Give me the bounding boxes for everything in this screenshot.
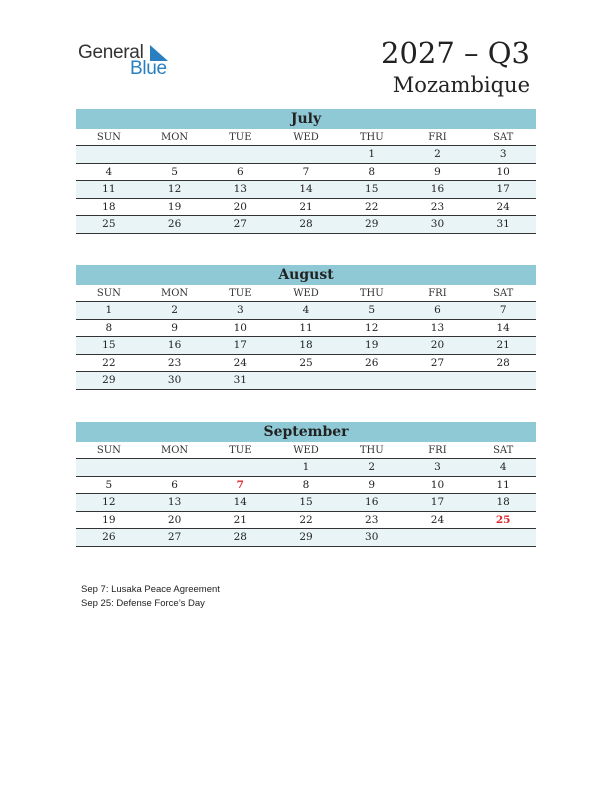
date-cell: 13 [233, 183, 247, 195]
weekday-label: SAT [493, 445, 514, 456]
date-cell: 30 [430, 218, 445, 230]
week-row [76, 477, 536, 495]
date-cell: 5 [368, 304, 376, 316]
date-cell: 6 [236, 165, 244, 178]
date-cell: 19 [102, 513, 116, 526]
date-cell: 25 [102, 218, 116, 230]
date-cell: 8 [368, 165, 376, 178]
date-cell: 27 [430, 356, 445, 369]
weekday-label: FRI [428, 132, 447, 143]
month-title: September [76, 422, 536, 442]
weekday-row [76, 129, 536, 146]
date-cell: 9 [171, 321, 178, 334]
date-cell [76, 146, 142, 163]
weekday-label: WED [293, 288, 319, 299]
date-cell: 1 [302, 461, 310, 473]
week-row [76, 372, 536, 390]
date-cell: 5 [105, 478, 113, 491]
month-title: August [76, 265, 536, 285]
date-cell: 31 [496, 218, 510, 230]
date-cell: 9 [434, 165, 441, 178]
date-cell: 2 [171, 304, 178, 316]
holiday-date-cell: 25 [495, 513, 511, 526]
weekday-label: FRI [428, 445, 447, 456]
date-cell: 15 [102, 339, 116, 351]
weekday-label: SAT [493, 132, 514, 143]
date-cell: 26 [102, 531, 116, 543]
date-cell: 22 [299, 513, 313, 526]
date-cell: 11 [102, 183, 116, 195]
date-cell: 17 [496, 183, 510, 195]
date-cell: 4 [302, 304, 310, 316]
month-calendar-september [76, 422, 536, 547]
date-cell: 5 [171, 165, 178, 178]
date-cell: 14 [496, 321, 510, 334]
date-cell [405, 529, 471, 546]
date-cell: 21 [496, 339, 510, 351]
weekday-label: SAT [493, 288, 514, 299]
date-cell: 26 [365, 356, 379, 369]
date-cell: 12 [167, 183, 182, 195]
date-cell: 1 [368, 148, 376, 160]
weekday-label: WED [293, 132, 319, 143]
date-cell: 19 [167, 200, 182, 213]
date-cell: 31 [233, 374, 247, 386]
date-cell: 24 [233, 356, 247, 369]
date-cell: 30 [365, 531, 379, 543]
date-cell: 27 [167, 531, 182, 543]
date-cell: 6 [434, 304, 441, 316]
date-cell: 16 [430, 183, 445, 195]
weekday-label: FRI [428, 288, 447, 299]
week-row [76, 199, 536, 217]
week-row [76, 320, 536, 338]
date-cell: 3 [236, 304, 244, 316]
date-cell: 20 [167, 513, 182, 526]
brand-logo [78, 42, 178, 82]
date-cell: 8 [302, 478, 310, 491]
weekday-label: MON [160, 132, 189, 143]
month-title: July [76, 109, 536, 129]
date-cell: 28 [299, 218, 313, 230]
date-cell: 10 [233, 321, 247, 334]
logo-word-general: General [78, 42, 144, 63]
date-cell: 15 [299, 496, 313, 508]
country-title: Mozambique [392, 73, 530, 97]
week-row [76, 459, 536, 477]
date-cell: 21 [299, 200, 313, 213]
weekday-label: THU [359, 288, 384, 299]
date-cell: 4 [105, 165, 113, 178]
weekday-label: TUE [229, 288, 252, 299]
date-cell: 1 [105, 304, 113, 316]
date-cell: 13 [430, 321, 445, 334]
weekday-label: TUE [229, 445, 252, 456]
weekday-label: SUN [96, 445, 121, 456]
date-cell: 6 [171, 478, 178, 491]
week-row [76, 216, 536, 234]
date-cell: 18 [299, 339, 313, 351]
date-cell: 30 [167, 374, 182, 386]
date-cell: 23 [167, 356, 182, 369]
date-cell: 2 [368, 461, 376, 473]
month-calendar-july [76, 109, 536, 234]
week-row [76, 146, 536, 164]
date-cell [142, 146, 208, 163]
date-cell: 22 [102, 356, 116, 369]
weekday-label: THU [359, 445, 384, 456]
date-cell: 10 [496, 165, 510, 178]
date-cell: 12 [365, 321, 379, 334]
weekday-row [76, 442, 536, 459]
date-cell: 20 [430, 339, 445, 351]
date-cell: 2 [434, 148, 441, 160]
date-cell: 7 [302, 165, 310, 178]
date-cell: 13 [167, 496, 182, 508]
date-cell [470, 372, 536, 389]
date-cell: 24 [496, 200, 510, 213]
date-cell: 25 [299, 356, 313, 369]
holiday-note: Sep 7: Lusaka Peace Agreement [81, 584, 220, 595]
date-cell [76, 459, 142, 476]
date-cell: 11 [299, 321, 313, 334]
date-cell: 24 [430, 513, 445, 526]
weekday-label: THU [359, 132, 384, 143]
date-cell: 4 [499, 461, 507, 473]
holiday-note: Sep 25: Defense Force’s Day [81, 598, 205, 609]
date-cell: 18 [496, 496, 510, 508]
date-cell [273, 372, 339, 389]
date-cell: 16 [365, 496, 379, 508]
weekday-label: MON [160, 445, 189, 456]
week-row [76, 529, 536, 547]
date-cell: 28 [233, 531, 247, 543]
date-cell: 23 [430, 200, 445, 213]
date-cell [207, 146, 273, 163]
week-row [76, 181, 536, 199]
weekday-label: MON [160, 288, 189, 299]
date-cell: 9 [368, 478, 376, 491]
weekday-label: SUN [96, 132, 121, 143]
date-cell: 19 [365, 339, 379, 351]
month-calendar-august [76, 265, 536, 390]
date-cell: 29 [102, 374, 116, 386]
date-cell: 14 [299, 183, 313, 195]
logo-word-blue: Blue [130, 58, 167, 79]
date-cell [339, 372, 405, 389]
date-cell: 20 [233, 200, 247, 213]
date-cell: 27 [233, 218, 247, 230]
week-row [76, 494, 536, 512]
date-cell: 3 [434, 461, 441, 473]
date-cell: 16 [167, 339, 182, 351]
date-cell [405, 372, 471, 389]
date-cell [142, 459, 208, 476]
date-cell [207, 459, 273, 476]
date-cell: 29 [299, 531, 313, 543]
holiday-date-cell: 7 [236, 478, 244, 491]
holiday-notes [81, 583, 220, 611]
weekday-row [76, 285, 536, 302]
date-cell: 29 [365, 218, 379, 230]
week-row [76, 164, 536, 182]
date-cell: 23 [365, 513, 379, 526]
date-cell: 22 [365, 200, 379, 213]
date-cell: 26 [167, 218, 182, 230]
week-row [76, 512, 536, 530]
date-cell: 14 [233, 496, 247, 508]
weekday-label: WED [293, 445, 319, 456]
date-cell: 12 [102, 496, 116, 508]
week-row [76, 302, 536, 320]
date-cell [273, 146, 339, 163]
date-cell: 15 [365, 183, 379, 195]
date-cell: 21 [233, 513, 247, 526]
date-cell: 7 [499, 304, 507, 316]
date-cell: 11 [496, 478, 510, 491]
weekday-label: TUE [229, 132, 252, 143]
year-quarter-title: 2027 – Q3 [381, 36, 530, 70]
date-cell: 18 [102, 200, 116, 213]
date-cell: 28 [496, 356, 510, 369]
date-cell: 10 [430, 478, 445, 491]
date-cell [470, 529, 536, 546]
date-cell: 17 [430, 496, 445, 508]
week-row [76, 355, 536, 373]
date-cell: 3 [499, 148, 507, 160]
weekday-label: SUN [96, 288, 121, 299]
week-row [76, 337, 536, 355]
date-cell: 17 [233, 339, 247, 351]
date-cell: 8 [105, 321, 113, 334]
